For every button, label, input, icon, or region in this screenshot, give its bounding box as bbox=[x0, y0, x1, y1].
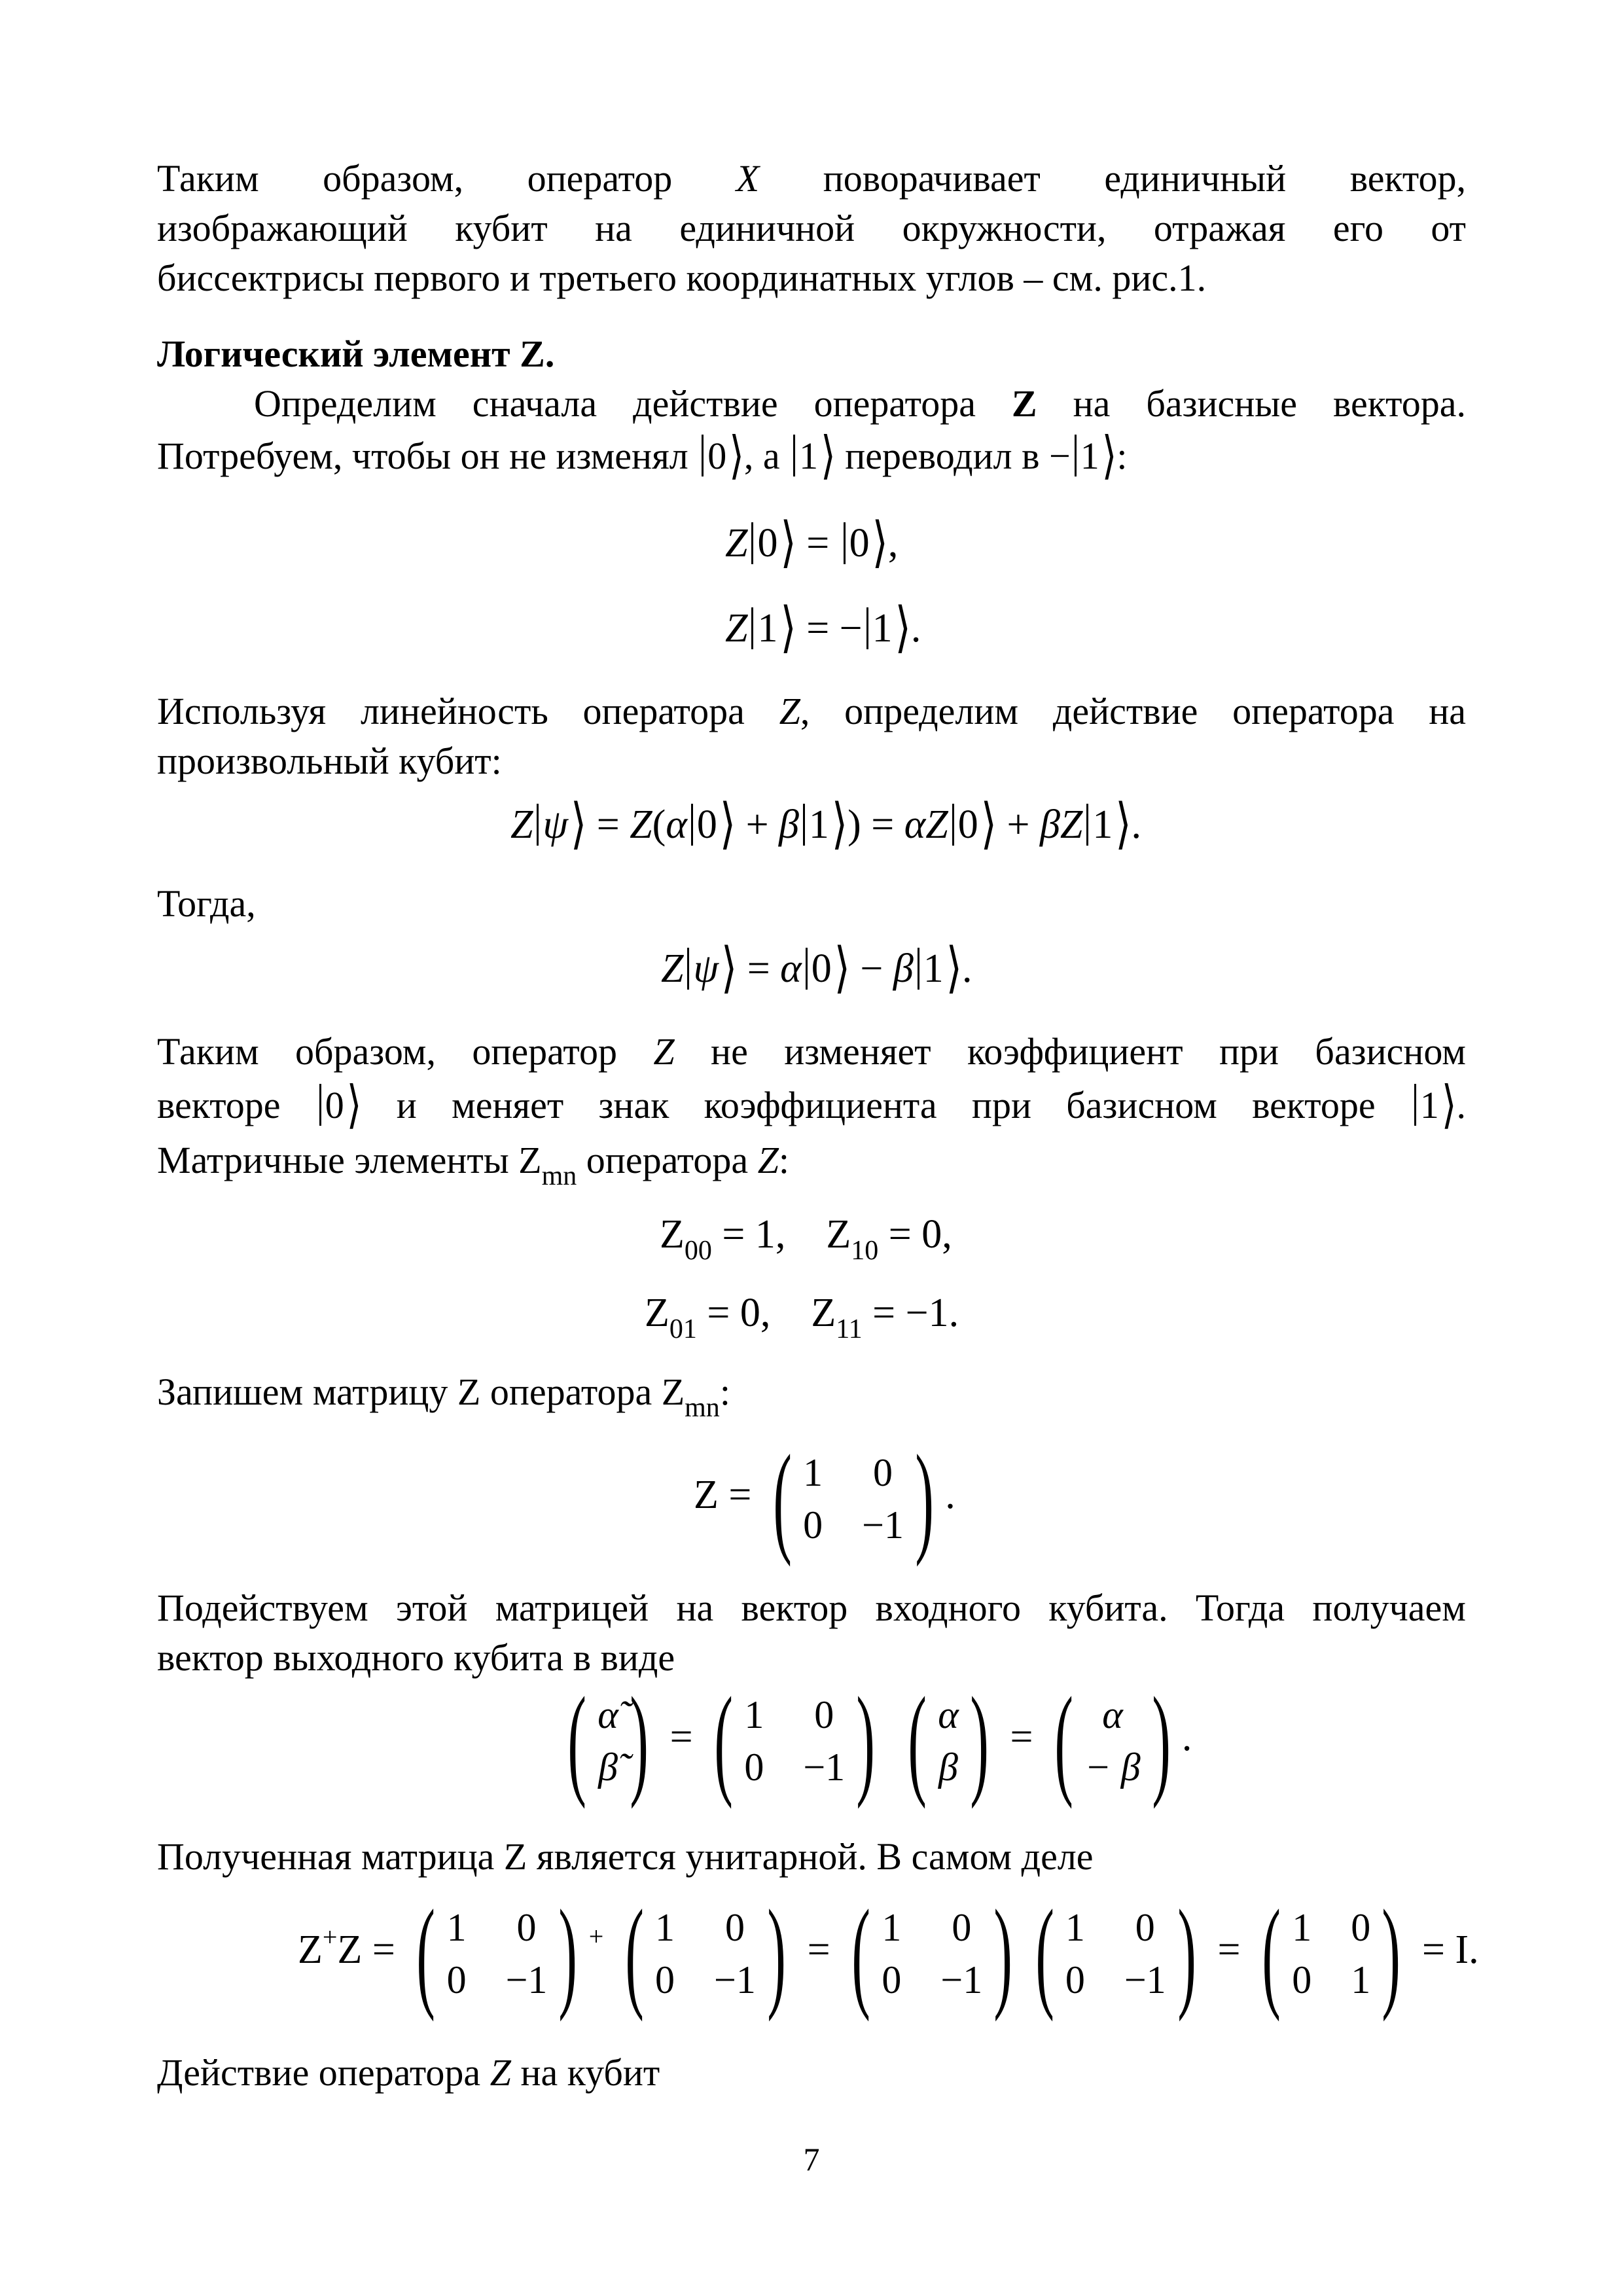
intro-line-3: биссектрисы первого и третьего координатных углов – см. рис.1. bbox=[157, 257, 1207, 299]
intro-line-1: Таким образом, оператор X поворачивает единичный вектор, bbox=[157, 157, 1467, 200]
p1-line-1: Определим сначала действие оператора Z на базисные вектора. bbox=[254, 382, 1467, 425]
p4-line-1: Таким образом, оператор Z не изменяет коэффициент при базисном bbox=[157, 1030, 1467, 1073]
p4-line-3: Матричные элементы $Z_{mn}$ оператора Z: bbox=[157, 1139, 790, 1191]
p2-line-2: произвольный кубит: bbox=[157, 740, 502, 782]
p1-line-2: Потребуем, чтобы он не изменял 0⟩, а 1⟩ переводил в − 1⟩: bbox=[157, 427, 1128, 485]
eq-zpsi: Z ψ⟩ = α 0⟩ − β 1⟩. bbox=[661, 939, 972, 999]
eq-unitarity: Z+Z = ( 1 0 0 −1 ) + ( 1 0 0 −1 ) = ( 1 0 0 −1 ) ( 1 0 0 −1 ) = ( 1 0 0 1 ) = I. bbox=[298, 1885, 1479, 2022]
p6-line-2: вектор выходного кубита в виде bbox=[157, 1636, 675, 1679]
eq-elements-row1: $Z_{00} = 1$, $Z_{10} = 0$, bbox=[660, 1212, 952, 1266]
p2-line-1: Используя линейность оператора Z, определим действие оператора на bbox=[157, 690, 1467, 732]
section-heading: Логический элемент Z. bbox=[157, 332, 555, 375]
p3: Тогда, bbox=[157, 882, 256, 925]
p4-line-2: векторе 0⟩ и меняет знак коэффициента при базисном векторе 1⟩. bbox=[157, 1076, 1467, 1134]
page-number: 7 bbox=[803, 2141, 820, 2178]
p8: Действие оператора Z на кубит bbox=[157, 2051, 660, 2094]
eq-output-vector: ( α̃ β̃ ) = ( 1 0 0 −1 ) ( α β ) = ( α − β ) . bbox=[567, 1672, 1192, 1810]
eq-z0: Z 0⟩ = 0⟩, bbox=[725, 513, 899, 573]
eq-linearity: Z ψ⟩ = Z(α 0⟩ + β 1⟩) = αZ 0⟩ + βZ 1⟩. bbox=[510, 795, 1142, 855]
p6-line-1: Подействуем этой матрицей на вектор входного кубита. Тогда получаем bbox=[157, 1587, 1466, 1629]
eq-elements-row2: $Z_{01} = 0$, $Z_{11} = -1$. bbox=[645, 1291, 959, 1344]
p5: Запишем матрицу Z оператора $Z_{mn}$: bbox=[157, 1371, 730, 1423]
eq-z-matrix: Z = ( 1 0 0 −1 ) . bbox=[694, 1430, 955, 1568]
eq-z1: Z 1⟩ = − 1⟩. bbox=[725, 598, 921, 658]
intro-line-2: изображающий кубит на единичной окружности, отражая его от bbox=[157, 207, 1466, 249]
p7: Полученная матрица Z является унитарной. В самом деле bbox=[157, 1835, 1094, 1878]
